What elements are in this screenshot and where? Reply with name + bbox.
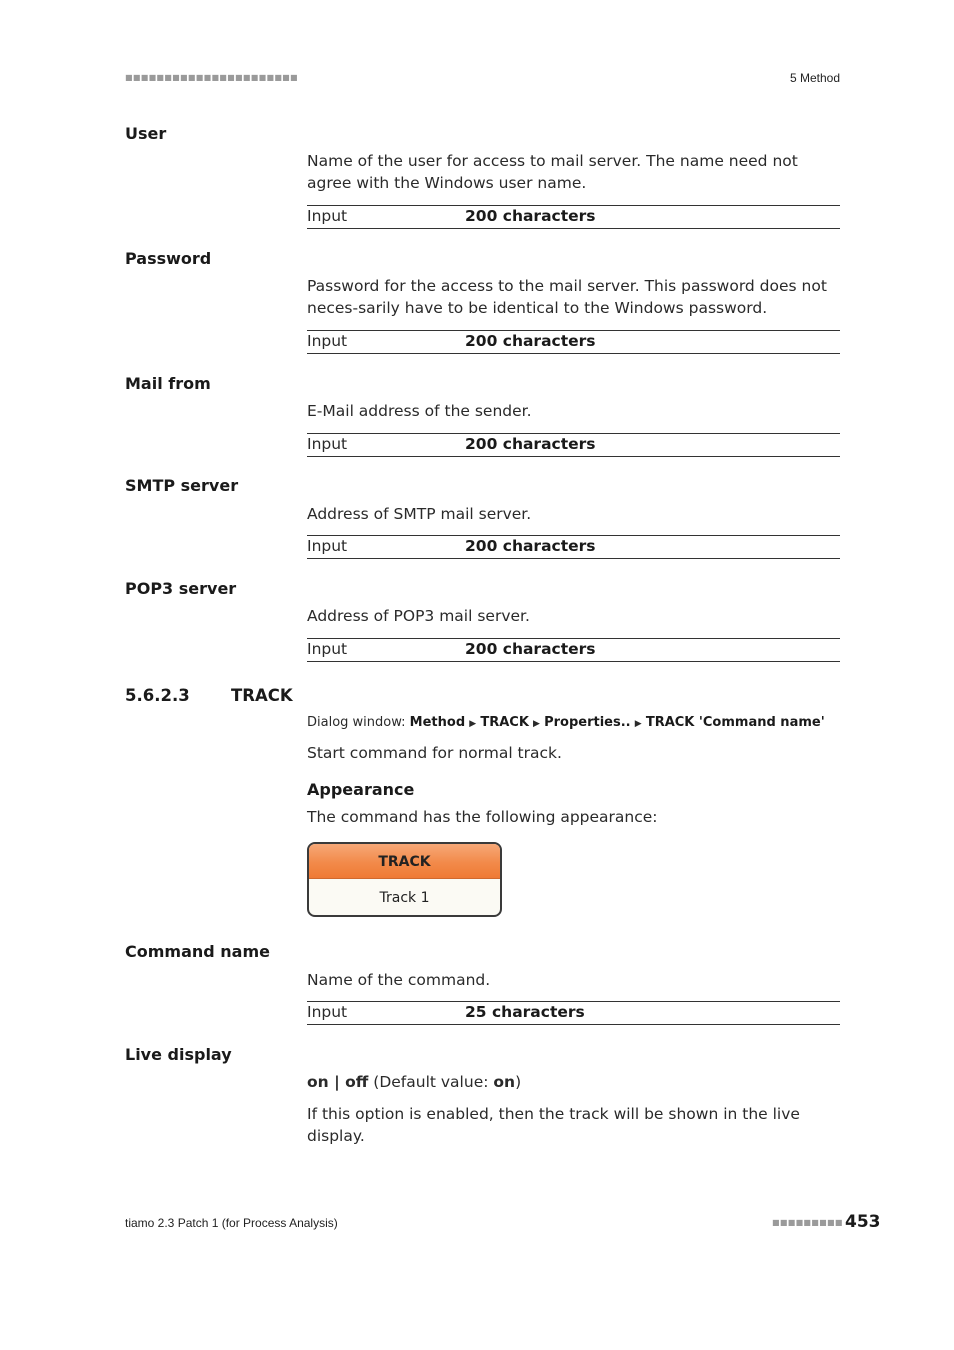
live-display-options [307, 1071, 840, 1093]
term-command-name: Command name [125, 942, 270, 961]
term-password: Password [125, 249, 212, 268]
term-mail-from: Mail from [125, 374, 211, 393]
dialog-path-item: Properties.. [544, 715, 631, 730]
term-user: User [125, 124, 167, 143]
footer-product: tiamo 2.3 Patch 1 (for Process Analysis) [125, 1216, 338, 1230]
spec-row-pop3-server [307, 638, 840, 662]
dialog-prefix: Dialog window: [307, 715, 406, 730]
dialog-path-item: TRACK 'Command name' [645, 715, 825, 730]
spec-key: Input [307, 435, 348, 453]
default-suffix: ) [515, 1073, 522, 1091]
spec-row-password [307, 330, 840, 354]
header-decoration: ■■■■■■■■■■■■■■■■■■■■■■ [125, 73, 298, 82]
spec-key: Input [307, 1003, 348, 1021]
appearance-heading: Appearance [307, 780, 415, 799]
spec-key: Input [307, 207, 348, 225]
triangle-arrow-icon: ▶ [634, 719, 642, 729]
chapter-title: 5 Method [789, 71, 840, 85]
command-box-label: Track 1 [379, 890, 430, 906]
command-box-title: TRACK [309, 844, 500, 879]
appearance-text: The command has the following appearance: [307, 808, 658, 826]
term-pop3-server: POP3 server [125, 579, 237, 598]
spec-value: 25 characters [465, 1003, 585, 1021]
desc-smtp-server: Address of SMTP mail server. [307, 505, 532, 523]
desc-password: Password for the access to the mail server. This password does not neces-sarily have to be identical to the Windows password. [307, 277, 827, 317]
spec-row-user [307, 205, 840, 229]
footer-decoration: ■■■■■■■■■ [772, 1218, 843, 1227]
default-prefix: (Default value: [373, 1073, 494, 1091]
triangle-arrow-icon: ▶ [469, 719, 477, 729]
spec-value: 200 characters [465, 640, 596, 658]
section-title: TRACK [231, 686, 293, 705]
dialog-path [307, 715, 825, 730]
dialog-path-item: Method [409, 715, 466, 730]
section-number: 5.6.2.3 [125, 686, 190, 705]
spec-key: Input [307, 332, 348, 350]
spec-key: Input [307, 537, 348, 555]
track-command-illustration [307, 842, 502, 917]
spec-value: 200 characters [465, 537, 596, 555]
spec-row-smtp-server [307, 535, 840, 559]
desc-mail-from: E-Mail address of the sender. [307, 402, 532, 420]
page-number: 453 [845, 1212, 881, 1232]
term-live-display: Live display [125, 1045, 232, 1064]
term-smtp-server: SMTP server [125, 476, 239, 495]
spec-value: 200 characters [465, 332, 596, 350]
desc-command-name: Name of the command. [307, 971, 491, 989]
spec-row-mail-from [307, 433, 840, 457]
default-value: on [493, 1073, 516, 1091]
desc-user: Name of the user for access to mail server. The name need not agree with the Windows user name. [307, 152, 798, 192]
spec-value: 200 characters [465, 207, 596, 225]
desc-live-display: If this option is enabled, then the track will be shown in the live display. [307, 1105, 800, 1145]
desc-pop3-server: Address of POP3 mail server. [307, 607, 530, 625]
dialog-path-item: TRACK [480, 715, 529, 730]
option-values: on | off [307, 1073, 369, 1091]
spec-key: Input [307, 640, 348, 658]
spec-row-command-name [307, 1001, 840, 1025]
section-intro: Start command for normal track. [307, 744, 562, 762]
triangle-arrow-icon: ▶ [533, 719, 540, 729]
spec-value: 200 characters [465, 435, 596, 453]
